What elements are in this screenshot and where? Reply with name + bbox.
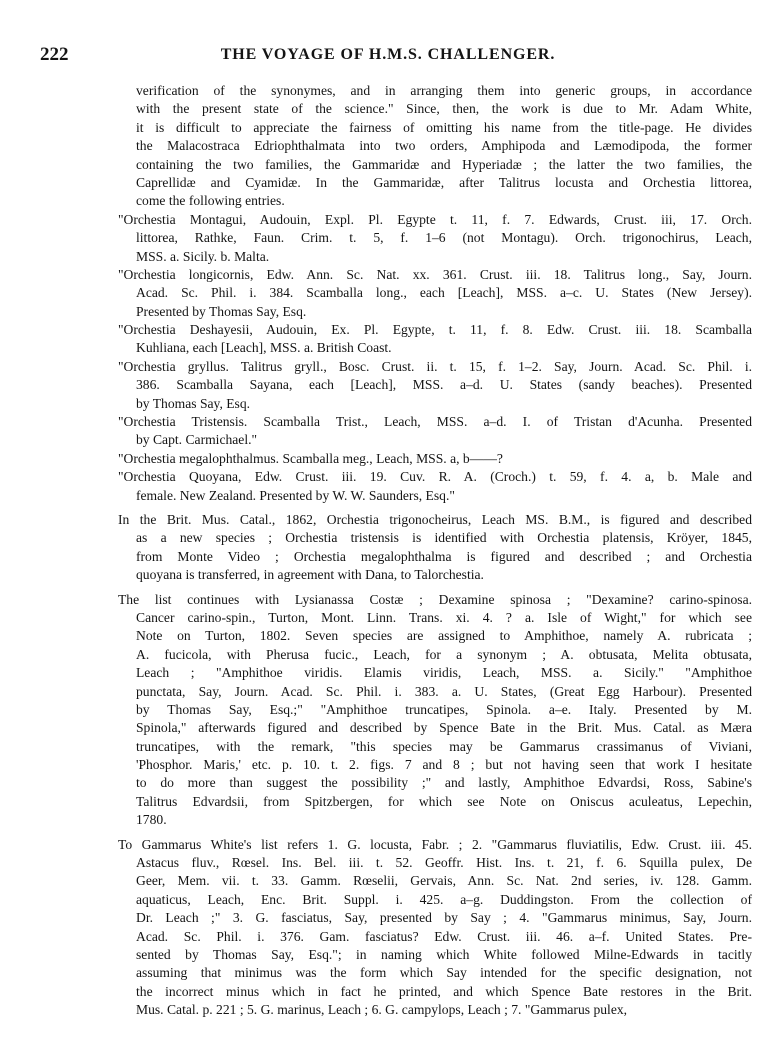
paragraph xyxy=(136,82,752,211)
text-line: Mus. Catal. p. 221 ; 5. G. marinus, Leach ; 6. G. campylops, Leach ; 7. "Gammarus pulex, xyxy=(136,1002,628,1018)
text-line: Note on Turton, 1802. Seven species are assigned to Amphithoe, namely A. rubricata ; xyxy=(136,628,752,644)
paragraph xyxy=(118,413,752,450)
text-line: Geer, Mem. vii. t. 33. Gamm. Rœselii, Gervais, Ann. Sc. Nat. 2nd series, iv. 128. Gamm. xyxy=(136,873,752,889)
text-line: it is difficult to appreciate the fairness of omitting his name from the title-page. He divides xyxy=(136,119,752,135)
text-line: by Capt. Carmichael." xyxy=(136,432,258,448)
text-line: by Thomas Say, Esq.;" "Amphithoe truncatipes, Spinola. a–e. Italy. Presented by M. xyxy=(136,701,752,717)
paragraph xyxy=(118,358,752,413)
text-line: sented by Thomas Say, Esq."; in naming which White followed Milne-Edwards in tacitly xyxy=(136,946,752,962)
text-line: aquaticus, Leach, Enc. Brit. Suppl. i. 425. a–g. Duddingston. From the collection of xyxy=(136,891,752,907)
text-line: Dr. Leach ;" 3. G. fasciatus, Say, presented by Say ; 4. "Gammarus minimus, Say, Journ. xyxy=(136,910,752,926)
text-line: The list continues with Lysianassa Costæ ; Dexamine spinosa ; "Dexamine? carino-spinosa. xyxy=(118,591,752,607)
text-line: Astacus fluv., Rœsel. Ins. Bel. iii. t. 52. Geoffr. Hist. Ins. t. 21, f. 6. Squilla pulex, De xyxy=(136,855,752,871)
text-line: Leach ; "Amphithoe viridis. Elamis viridis, Leach, MSS. a. Sicily." "Amphithoe xyxy=(136,665,752,681)
text-line: Cancer carino-spin., Turton, Mont. Linn. Trans. xi. 4. ? a. Isle of Wight," for which see xyxy=(136,609,752,625)
text-line: To Gammarus White's list refers 1. G. locusta, Fabr. ; 2. "Gammarus fluviatilis, Edw. Crust. iii. 45. xyxy=(118,836,752,852)
running-title: THE VOYAGE OF H.M.S. CHALLENGER. xyxy=(220,46,556,63)
paragraph xyxy=(118,468,752,505)
text-line: female. New Zealand. Presented by W. W. Saunders, Esq." xyxy=(136,487,455,503)
text-line: Caprellidæ and Cyamidæ. In the Gammaridæ, after Talitrus locusta and Orchestia littorea, xyxy=(136,174,752,190)
paragraph xyxy=(118,836,752,1020)
text-line: Talitrus Edvardsii, from Spitzbergen, for which see Note on Oniscus aculeatus, Lepechin, xyxy=(136,793,752,809)
text-line: 1780. xyxy=(136,812,167,828)
text-line: Kuhliana, each [Leach], MSS. a. British Coast. xyxy=(136,340,392,356)
paragraph xyxy=(118,266,752,321)
paragraph xyxy=(118,211,752,266)
text-line: the incorrect minus which in fact he printed, and which Spence Bate restores in the Brit. xyxy=(136,983,752,999)
text-line: quoyana is transferred, in agreement with Dana, to Talorchestia. xyxy=(136,567,484,583)
text-line: with the present state of the science." Since, then, the work is due to Mr. Adam White, xyxy=(136,101,752,117)
text-line: to do more than suggest the possibility ;" and lastly, Amphithoe Edvardsi, Ross, Sabine's xyxy=(136,775,752,791)
paragraph xyxy=(118,321,752,358)
text-line: A. fucicola, with Pherusa fucic., Leach, for a synonym ; A. obtusata, Melita obtusata, xyxy=(136,646,752,662)
page-header xyxy=(40,44,736,68)
text-line: Presented by Thomas Say, Esq. xyxy=(136,303,307,319)
text-line: "Orchestia longicornis, Edw. Ann. Sc. Nat. xx. 361. Crust. iii. 18. Talitrus long., Say, Journ. xyxy=(118,266,752,282)
text-line: the Malacostraca Edriophthalmata into two orders, Amphipoda and Læmodipoda, the former xyxy=(136,138,752,154)
text-line: punctata, Say, Journ. Acad. Sc. Phil. i. 383. a. U. States, (Great Egg Harbour). Presented xyxy=(136,683,752,699)
text-line: by Thomas Say, Esq. xyxy=(136,395,251,411)
paragraph xyxy=(118,511,752,585)
text-line: as a new species ; Orchestia tristensis is identified with Orchestia platensis, Kröyer, 1845, xyxy=(136,530,752,546)
text-line: from Monte Video ; Orchestia megalophthalma is figured and described ; and Orchestia xyxy=(136,548,752,564)
text-line: come the following entries. xyxy=(136,193,285,209)
text-line: 386. Scamballa Sayana, each [Leach], MSS. a–d. U. States (sandy beaches). Presented xyxy=(136,377,752,393)
paragraph xyxy=(118,450,752,468)
text-line: "Orchestia megalophthalmus. Scamballa meg., Leach, MSS. a, b——? xyxy=(118,450,503,466)
page-number: 222 xyxy=(40,44,69,65)
text-line: "Orchestia gryllus. Talitrus gryll., Bosc. Crust. ii. t. 15, f. 1–2. Say, Journ. Acad. Sc. Phil. i. xyxy=(118,358,752,374)
text-line: "Orchestia Montagui, Audouin, Expl. Pl. Egypte t. 11, f. 7. Edwards, Crust. iii, 17. Orch. xyxy=(118,211,752,227)
text-line: truncatipes, with the remark, "this species may be Gammarus crassimanus of Viviani, xyxy=(136,738,752,754)
text-line: MSS. a. Sicily. b. Malta. xyxy=(136,248,270,264)
text-line: "Orchestia Quoyana, Edw. Crust. iii. 19. Cuv. R. A. (Croch.) t. 59, f. 4. a, b. Male and xyxy=(118,469,752,485)
text-line: In the Brit. Mus. Catal., 1862, Orchestia trigonocheirus, Leach MS. B.M., is figured and described xyxy=(118,511,752,527)
text-line: 'Phosphor. Maris,' etc. p. 10. t. 2. figs. 7 and 8 ; but not having seen that work I hesitate xyxy=(136,757,752,773)
text-line: Acad. Sc. Phil. i. 376. Gam. fasciatus? Edw. Crust. iii. 46. a–f. United States. Pre- xyxy=(136,928,752,944)
text-line: containing the two families, the Gammaridæ and Hyperiadæ ; the latter the two families, the xyxy=(136,156,752,172)
text-line: Acad. Sc. Phil. i. 384. Scamballa long., each [Leach], MSS. a–c. U. States (New Jersey). xyxy=(136,285,752,301)
text-line: verification of the synonymes, and in arranging them into generic groups, in accordance xyxy=(136,83,752,98)
text-line: littorea, Rathke, Faun. Crim. t. 5, f. 1–6 (not Montagu). Orch. trigonochirus, Leach, xyxy=(136,230,752,246)
text-line: "Orchestia Deshayesii, Audouin, Ex. Pl. Egypte, t. 11, f. 8. Edw. Crust. iii. 18. Scamballa xyxy=(118,322,752,338)
text-line: assuming that minimus was the form which Say intended for the specific designation, not xyxy=(136,965,752,981)
paragraph xyxy=(118,591,752,830)
text-line: "Orchestia Tristensis. Scamballa Trist., Leach, MSS. a–d. I. of Tristan d'Acunha. Presented xyxy=(118,414,752,430)
text-line: Spinola," afterwards figured and described by Spence Bate in the Brit. Mus. Catal. as Mæra xyxy=(136,720,752,736)
body-text xyxy=(118,82,752,1020)
